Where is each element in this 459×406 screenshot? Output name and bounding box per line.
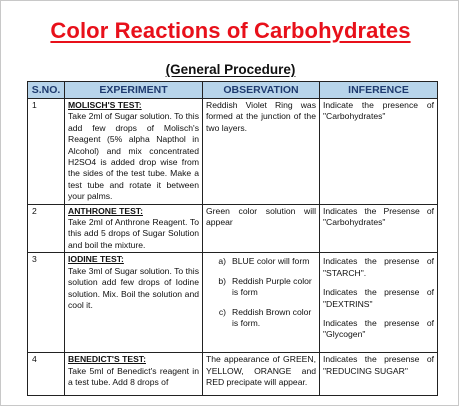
observation-letter: b): [218, 275, 226, 286]
test-procedure: Take 2ml of Anthrone Reagent. To this add 5 drops of Sugar Solution and boil the mixture.: [68, 217, 199, 250]
column-header-inference: INFERENCE: [320, 82, 438, 99]
row-number: 3: [28, 253, 65, 353]
inference-item: Indicates the presense of "Glycogen": [323, 317, 434, 340]
document-title: Color Reactions of Carbohydrates: [50, 18, 411, 43]
table-header-row: [28, 82, 438, 99]
observation-letter: c): [218, 306, 226, 317]
experiment-cell: [65, 253, 203, 353]
observation-item: [206, 307, 316, 330]
test-name: IODINE TEST:: [68, 254, 124, 265]
table-row: [28, 353, 438, 396]
observation-text: BLUE color will form: [232, 256, 310, 267]
test-procedure: Take 2ml of Sugar solution. To this add few drops of Molisch's Reagent (5% alpha Napthol in Alcohol) and mix concentrated H2SO4 is added drop wise from the sides of the test tube. Make a test tube and rotate it between your palms.: [68, 111, 199, 202]
observation-letter: a): [218, 256, 226, 267]
document-subtitle: (General Procedure): [165, 62, 296, 77]
inference-item: Indicates the presense of "STARCH".: [323, 256, 434, 278]
inference-cell: Indicates the presense of "REDUCING SUGAR": [320, 353, 438, 396]
observation-cell: The appearance of GREEN, YELLOW, ORANGE and RED precipate will appear.: [203, 353, 320, 396]
row-number: 4: [28, 353, 65, 396]
observation-cell: Green color solution will appear: [203, 204, 320, 253]
inference-cell: Indicates the Presense of "Carbohydrates": [320, 204, 438, 253]
observation-cell: [203, 253, 320, 353]
procedure-table: [27, 81, 438, 396]
inference-cell: [320, 253, 438, 353]
experiment-cell: [65, 99, 203, 205]
test-procedure: Take 5ml of Benedict's reagent in a test tube. Add 8 drops of: [68, 365, 199, 388]
table-row: [28, 253, 438, 353]
observation-cell: Reddish Violet Ring was formed at the junction of the two layers.: [203, 99, 320, 205]
experiment-cell: [65, 204, 203, 253]
observation-item: [206, 256, 316, 267]
inference-cell: Indicate the presence of "Carbohydrates": [320, 99, 438, 205]
observation-item: [206, 276, 316, 299]
column-header-observation: OBSERVATION: [203, 82, 320, 99]
experiment-cell: [65, 353, 203, 396]
test-name: BENEDICT'S TEST:: [68, 354, 146, 365]
observation-text: Reddish Brown color is form.: [232, 306, 312, 328]
column-header-experiment: EXPERIMENT: [65, 82, 203, 99]
row-number: 2: [28, 204, 65, 253]
table-row: [28, 99, 438, 205]
test-procedure: Take 3ml of Sugar solution. To this solution add few drops of Iodine solution. Mix. Boil the solution and cool it.: [68, 265, 199, 310]
test-name: ANTHRONE TEST:: [68, 205, 143, 216]
table-row: [28, 204, 438, 253]
observation-text: Reddish Purple color is form: [232, 275, 312, 298]
column-header-sno: S.NO.: [28, 82, 65, 99]
inference-item: Indicates the presense of "DEXTRINS": [323, 287, 434, 309]
test-name: MOLISCH'S TEST:: [68, 100, 142, 110]
row-number: 1: [28, 99, 65, 205]
